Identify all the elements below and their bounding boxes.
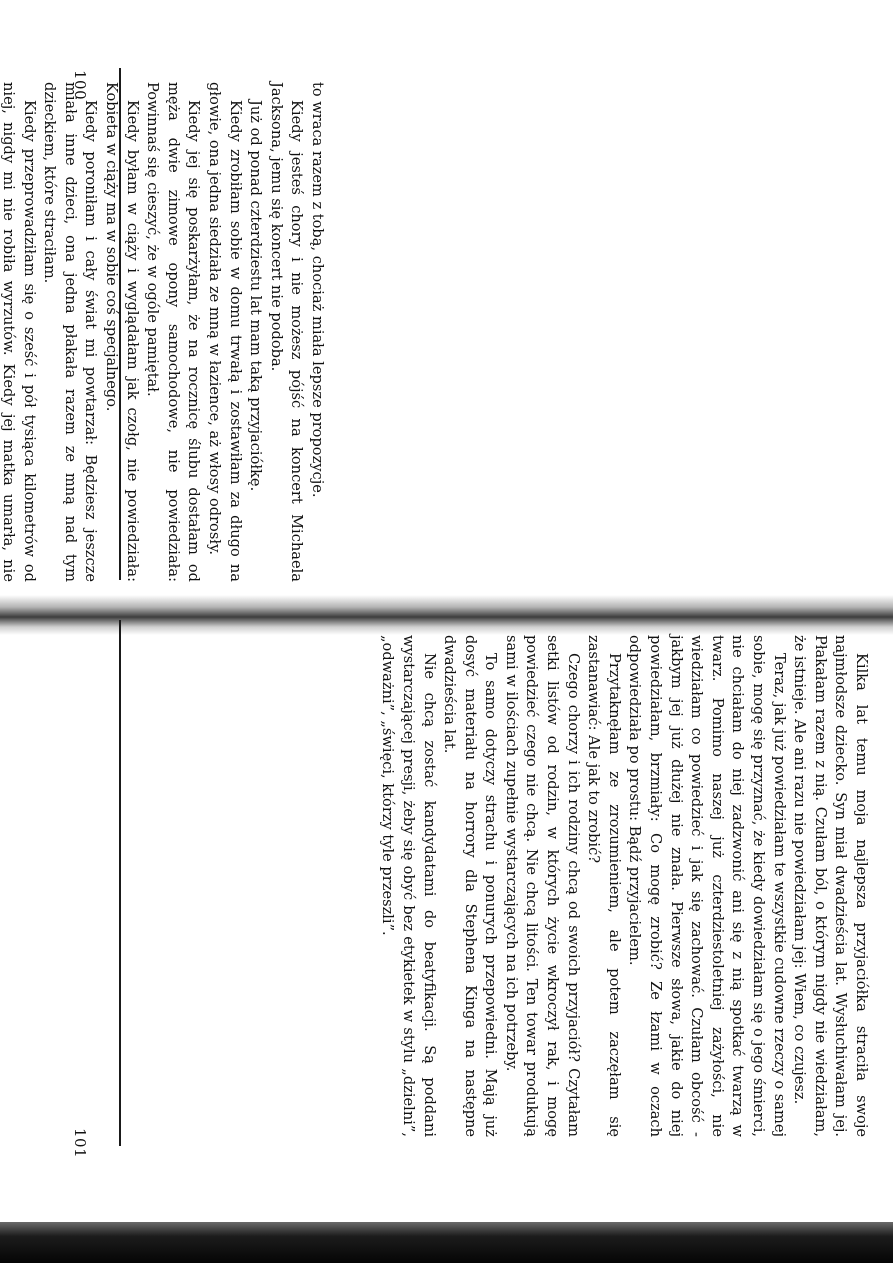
left-paragraph: Kiedy jej się poskarżyłam, że na rocznicę ślubu dostałam od męża dwie zimowe opony samochodowe, nie powiedziała: Powinnaś się cieszyć, że w ogóle pamiętał. — [144, 82, 203, 582]
left-paragraph: Kiedy jesteś chory i nie możesz pójść na koncert Michaela Jacksona, jemu się koncert nie podoba. — [267, 82, 306, 582]
left-paragraph: Kiedy zrobiłam sobie w domu trwałą i zostawiłam za długo na głowie, ona jedna siedziała ze mną w łazience, aż włosy odrosły. — [206, 82, 244, 582]
header-rule-right — [119, 620, 121, 1146]
page-number-left: 100 — [71, 70, 89, 101]
left-paragraph: Kiedy poroniłam i cały świat mi powtarzał: Będziesz jeszcze miała inne dzieci, ona jedna płakała razem ze mną nad tym dzieckiem, które straciłam. — [41, 82, 100, 582]
right-paragraph: Czego chorzy i ich rodziny chcą od swoich przyjaciół? Czytałam setki listów od rodzin, w których życie wkroczył rak, i mogę powiedzieć czego nie chcą. Nie chcą litości. Ten towar produkują sami w ilościach zupełnie wystarczających na ich potrzeby. — [502, 635, 582, 1137]
text-column-right — [377, 635, 871, 1137]
right-paragraph: Nie chcą zostać kandydatami do beatyfikacji. Są poddani wystarczającej presji, żeby się obyć bez etykietek w stylu „dzielni”, „odważni”, „święci, którzy tyle przeszli”. — [379, 635, 438, 1137]
left-paragraph: Już od ponad czterdziestu lat mam taką przyjaciółkę. — [247, 100, 265, 492]
right-paragraph: Teraz, jak już powiedziałam te wszystkie cudowne rzeczy o samej sobie, mogę się przyznać, że kiedy dowiedziałam się o jego śmierci, nie chciałam do niej zadzwonić ani się z nią spotkać twarzą w twarz. Pomimo naszej już czterdziestoletniej zażyłości, nie wiedziałam co powiedzieć i jak się zachować. Czułam obcość - jakbym jej już dłużej nie znała. Pierwsze słowa, jakie do niej powiedziałam, brzmiały: Co mogę zrobić? Ze łzami w oczach odpowiedziała po prostu: Bądź przyjacielem. — [626, 635, 788, 1137]
right-paragraph: Przytaknęłam ze zrozumieniem, ale potem zaczęłam się zastanawiać: Ale jak to zrobić? — [585, 635, 623, 1137]
text-column-left — [0, 82, 327, 582]
page-number-right: 101 — [71, 1128, 89, 1159]
right-paragraph: Kilka lat temu moja najlepsza przyjaciółka straciła swoje najmłodsze dziecko. Syn miał dwadzieścia lat. Wysłuchiwałam jej. Płakałam razem z nią. Czułam ból, o którym nigdy nie wiedziałam, że istnieje. Ale ani razu nie powiedziałam jej: Wiem, co czujesz. — [791, 635, 870, 1137]
left-paragraph: Kiedy byłam w ciąży i wyglądałam jak czołg, nie powiedziała: Kobieta w ciąży ma w sobie coś specjalnego. — [103, 82, 141, 582]
left-paragraph: Kiedy przeprowadziłam się o sześć i pół tysiąca kilometrów od niej, nigdy mi nie robiła wyrzutów. Kiedy jej matka umarła, nie — [0, 82, 38, 582]
left-paragraph: to wraca razem z tobą, chociaż miała lepsze propozycje. — [309, 82, 326, 498]
right-paragraph: To samo dotyczy strachu i ponurych przepowiedni. Mają już dosyć materiału na horrory dla Stephena Kinga na następne dwadzieścia lat. — [441, 635, 500, 1137]
